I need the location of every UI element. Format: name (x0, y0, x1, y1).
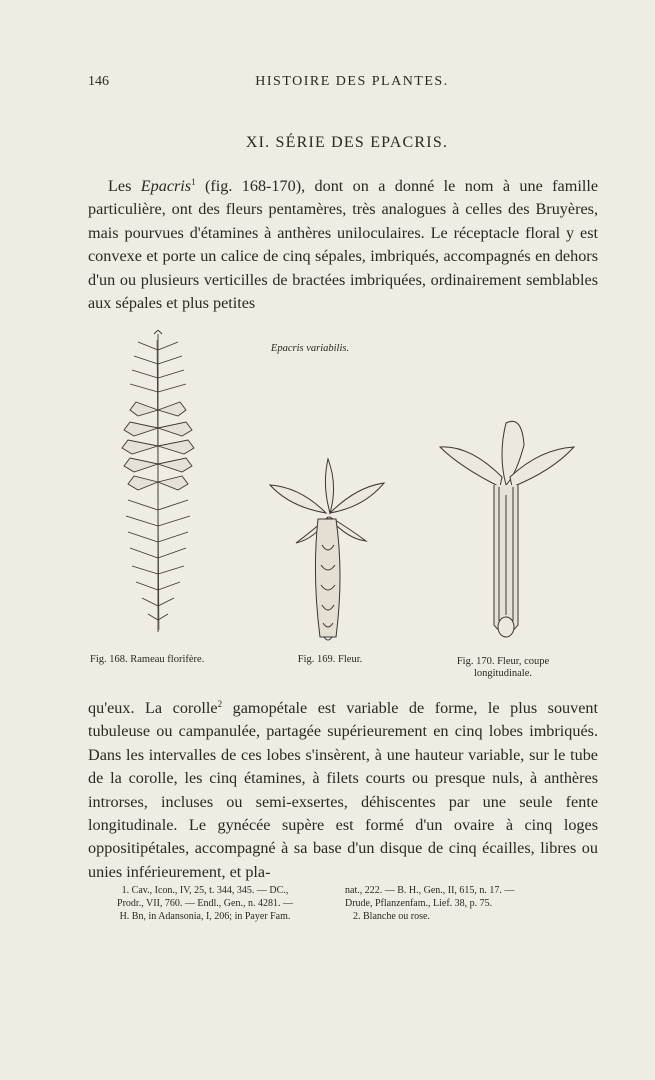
running-title: HISTOIRE DES PLANTES. (255, 74, 449, 89)
para-body: (fig. 168-170), dont on a donné le nom à une famille particulière, ont des fleurs pentamères, très analogues à celles des Bruyères, mais pourvues d'étamines à anthères uniloculaires. Le réceptacle floral y est convexe et porte un calice de cinq sépales, imbriqués, accompagnés en dehors d'un ou plusieurs verticilles de bractées imbriquées, ordinairement semblables aux sépales et plus petites (88, 177, 599, 313)
footnote-line: Drude, Pflanzenfam., Lief. 38, p. 75. (345, 898, 493, 909)
footnotes-right-column (345, 884, 610, 923)
para2-part-a: qu'eux. La corolle (88, 699, 218, 717)
page-number: 146 (88, 74, 109, 89)
footnote-ref-1: 1 (191, 177, 196, 187)
caption-fig-170-line-1: Fig. 170. Fleur, coupe (456, 656, 550, 667)
page-header (88, 74, 606, 94)
footnote-line: Prodr., VII, 760. — Endl., Gen., n. 4281. — (117, 898, 293, 909)
paragraph-continuation (88, 697, 598, 884)
para2-part-b: gamopétale est variable de forme, le plus souvent tubuleuse ou campanulée, partagée supérieurement en cinq lobes imbriqués. Dans les intervalles de ces lobes s'insèrent, à une hauteur variable, sur le tube de la corolle, les cinq étamines, à filets courts ou presque nuls, à anthères introrses, incluses ou semi-exsertes, déhiscentes par une seule fente longitudinale. Le gynécée supère est formé d'un ovaire à cinq loges oppositipétales, accompagné à sa base d'un disque de cinq écailles, libres ou unies inférieurement, et pla- (88, 699, 598, 881)
footnote-ref-2: 2 (217, 699, 223, 709)
footnote-line: 2. Blanche ou rose. (353, 911, 430, 922)
caption-fig-170 (438, 656, 568, 680)
footnote-line: H. Bn, in Adansonia, I, 206; in Payer Fam. (119, 911, 291, 922)
fig-170-section-illustration (436, 415, 576, 645)
footnotes-left-column (80, 884, 330, 923)
section-title: XI. SÉRIE DES EPACRIS. (245, 134, 449, 151)
caption-fig-170-line-2: longitudinale. (473, 668, 533, 679)
paragraph-intro (88, 175, 598, 315)
fig-169-flower-illustration (266, 455, 390, 645)
para-lead: Les (108, 177, 141, 195)
footnote-line: nat., 222. — B. H., Gen., II, 615, n. 17. — (345, 885, 515, 896)
genus-name: Epacris (140, 177, 192, 195)
species-label: Epacris variabilis. (270, 343, 350, 354)
footnote-line: 1. Cav., Icon., IV, 25, t. 344, 345. — DC., (121, 885, 289, 896)
fig-168-flowering-branch-illustration (108, 330, 208, 640)
caption-fig-168: Fig. 168. Rameau florifère. (90, 654, 205, 665)
caption-fig-169: Fig. 169. Fleur. (297, 654, 363, 665)
